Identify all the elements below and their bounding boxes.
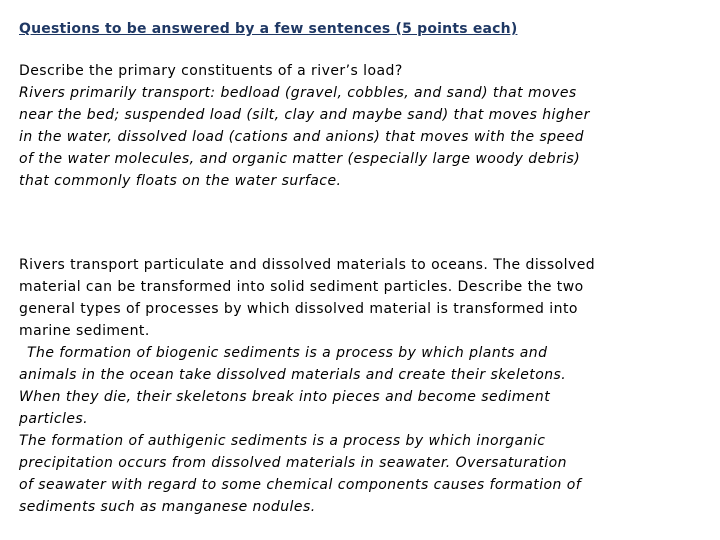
question-2-line: general types of processes by which dissolved material is transformed into	[19, 301, 578, 317]
answer-2-authigenic-line: precipitation occurs from dissolved materials in seawater. Oversaturation	[19, 455, 567, 471]
answer-2-authigenic-line: The formation of authigenic sediments is a process by which inorganic	[19, 433, 546, 449]
answer-2-authigenic-line: of seawater with regard to some chemical components causes formation of	[19, 477, 582, 493]
answer-2-authigenic-line: sediments such as manganese nodules.	[19, 499, 316, 515]
answer-1-line: Rivers primarily transport: bedload (gravel, cobbles, and sand) that moves	[19, 85, 577, 101]
question-1-text: Describe the primary constituents of a river’s load?	[19, 63, 403, 79]
answer-1-line: near the bed; suspended load (silt, clay and maybe sand) that moves higher	[19, 107, 590, 123]
question-2-line: material can be transformed into solid sediment particles. Describe the two	[19, 279, 584, 295]
answer-1-line: in the water, dissolved load (cations and anions) that moves with the speed	[19, 129, 584, 145]
answer-1-line: of the water molecules, and organic matter (especially large woody debris)	[19, 151, 581, 167]
question-2-block	[19, 254, 699, 518]
question-2-line: Rivers transport particulate and dissolved materials to oceans. The dissolved	[19, 257, 596, 273]
answer-2-biogenic-line: When they die, their skeletons break into pieces and become sediment	[19, 389, 551, 405]
answer-1-line: that commonly floats on the water surface.	[19, 173, 342, 189]
question-1-block	[19, 60, 699, 192]
answer-2-biogenic-line: The formation of biogenic sediments is a process by which plants and	[27, 345, 548, 361]
section-heading: Questions to be answered by a few sentences (5 points each)	[19, 21, 518, 37]
answer-2-biogenic-line: particles.	[19, 411, 89, 427]
question-2-line: marine sediment.	[19, 323, 150, 339]
answer-2-biogenic-line: animals in the ocean take dissolved materials and create their skeletons.	[19, 367, 567, 383]
